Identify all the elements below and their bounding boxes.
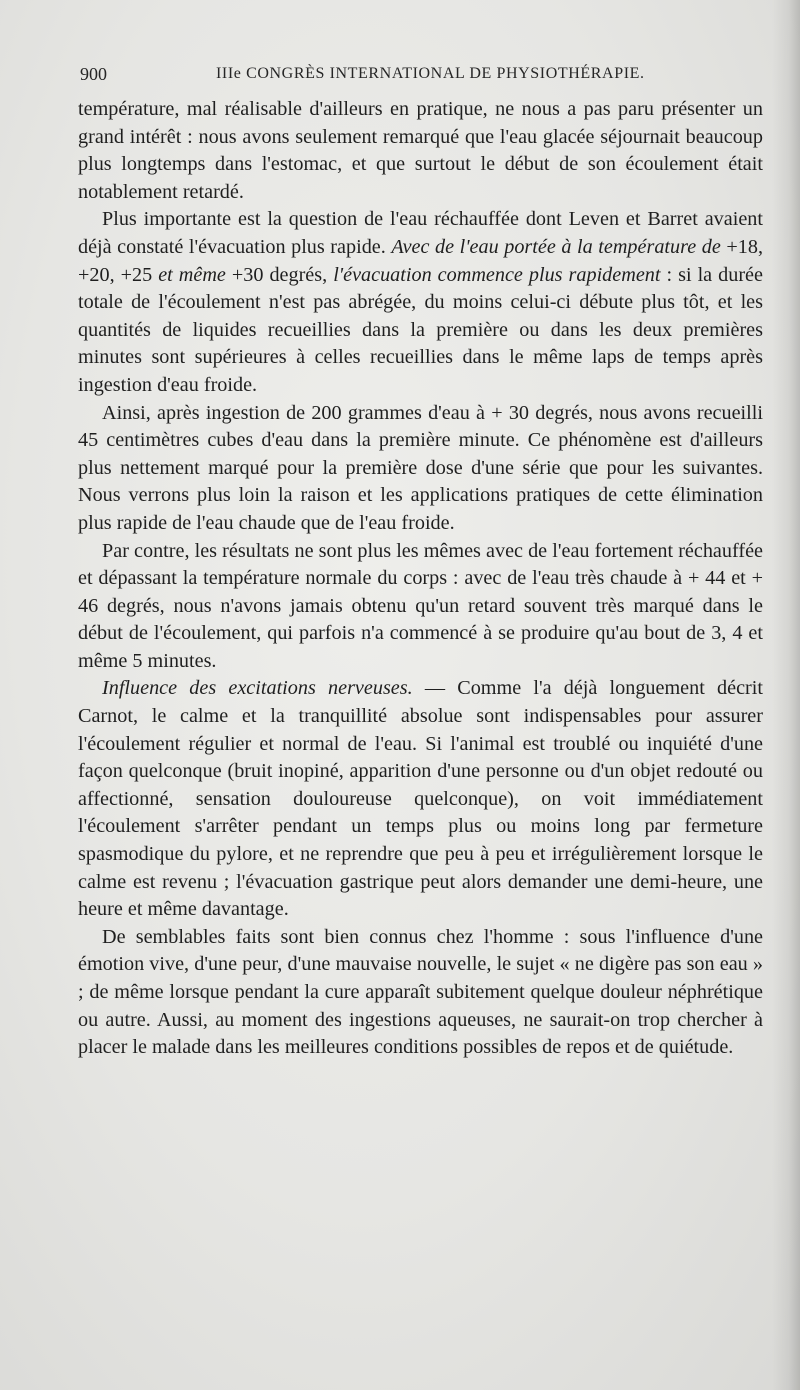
text-segment: De semblables faits sont bien connus chez l'homme : sous l'influence d'une émotion vive, d'une peur, d'une mauvaise nouvelle, le sujet « ne digère pas son eau » ; de même lorsque pendant la cure apparaît subitement quelque douleur néphrétique ou autre. Aussi, au moment des ingestions aqueuses, ne saurait-on trop chercher à placer le malade dans les meilleures conditions possibles de repos et de quiétude.	[78, 925, 763, 1059]
paragraph	[78, 400, 763, 538]
paragraph	[78, 206, 763, 399]
paragraph	[78, 924, 763, 1062]
page-number: 900	[80, 64, 107, 84]
text-segment: +18, +20, +25	[78, 235, 763, 286]
paragraph	[78, 96, 763, 206]
italic-segment: Avec de l'eau portée à la température de	[391, 235, 721, 258]
text-segment: +30 degrés,	[225, 263, 334, 286]
running-header	[80, 64, 760, 90]
body-text	[78, 96, 763, 1062]
text-segment: Par contre, les résultats ne sont plus les mêmes avec de l'eau fortement réchauffée et dépassant la température normale du corps : avec de l'eau très chaude à + 44 et + 46 degrés, nous n'avons jamais obtenu qu'un retard souvent très marqué dans le début de l'écoulement, qui parfois n'a commencé à se produire qu'au bout de 3, 4 et même 5 minutes.	[78, 539, 763, 672]
running-title: IIIe CONGRÈS INTERNATIONAL DE PHYSIOTHÉRAPIE.	[216, 65, 645, 82]
text-segment: Ainsi, après ingestion de 200 grammes d'eau à + 30 degrés, nous avons recueilli 45 centimètres cubes d'eau dans la première minute. Ce phénomène est d'ailleurs plus nettement marqué pour la première dose d'une série que pour les suivantes. Nous verrons plus loin la raison et les applications pratiques de cette élimination plus rapide de l'eau chaude que de l'eau froide.	[78, 401, 763, 534]
text-segment: : si la durée totale de l'écoulement n'est pas abrégée, du moins celui-ci débute plus tôt, et les quantités de liquides recueillies dans la première ou dans les deux premières minutes sont supérieures à celles recueillies dans le même laps de temps après ingestion d'eau froide.	[78, 263, 763, 396]
text-segment: température, mal réalisable d'ailleurs en pratique, ne nous a pas paru présenter un grand intérêt : nous avons seulement remarqué que l'eau glacée séjournait beaucoup plus longtemps dans l'estomac, et que surtout le début de son écoulement était notablement retardé.	[78, 98, 763, 203]
italic-segment: Influence des excitations nerveuses.	[102, 677, 413, 700]
italic-segment: et même	[158, 263, 226, 286]
text-segment: — Comme l'a déjà longuement décrit Carnot, le calme et la tranquillité absolue sont indispensables pour assurer l'écoulement régulier et normal de l'eau. Si l'animal est troublé ou inquiété d'une façon quelconque (bruit inopiné, apparition d'une personne ou d'un objet redouté ou affectionné, sensation douloureuse quelconque), on voit immédiatement l'écoulement s'arrêter pendant un temps plus ou moins long par fermeture spasmodique du pylore, et ne reprendre que peu à peu et irrégulièrement lorsque le calme est revenu ; l'évacuation gastrique peut alors demander une demi-heure, une heure et même davantage.	[78, 677, 763, 921]
paragraph	[78, 675, 763, 923]
text-segment: Plus importante est la question de l'eau réchauffée dont Leven et Barret avaient déjà constaté l'évacuation plus rapide.	[78, 208, 763, 258]
page-spine-shadow	[772, 0, 800, 1390]
italic-segment: l'évacuation commence plus rapidement	[333, 263, 661, 286]
paragraph	[78, 538, 763, 676]
